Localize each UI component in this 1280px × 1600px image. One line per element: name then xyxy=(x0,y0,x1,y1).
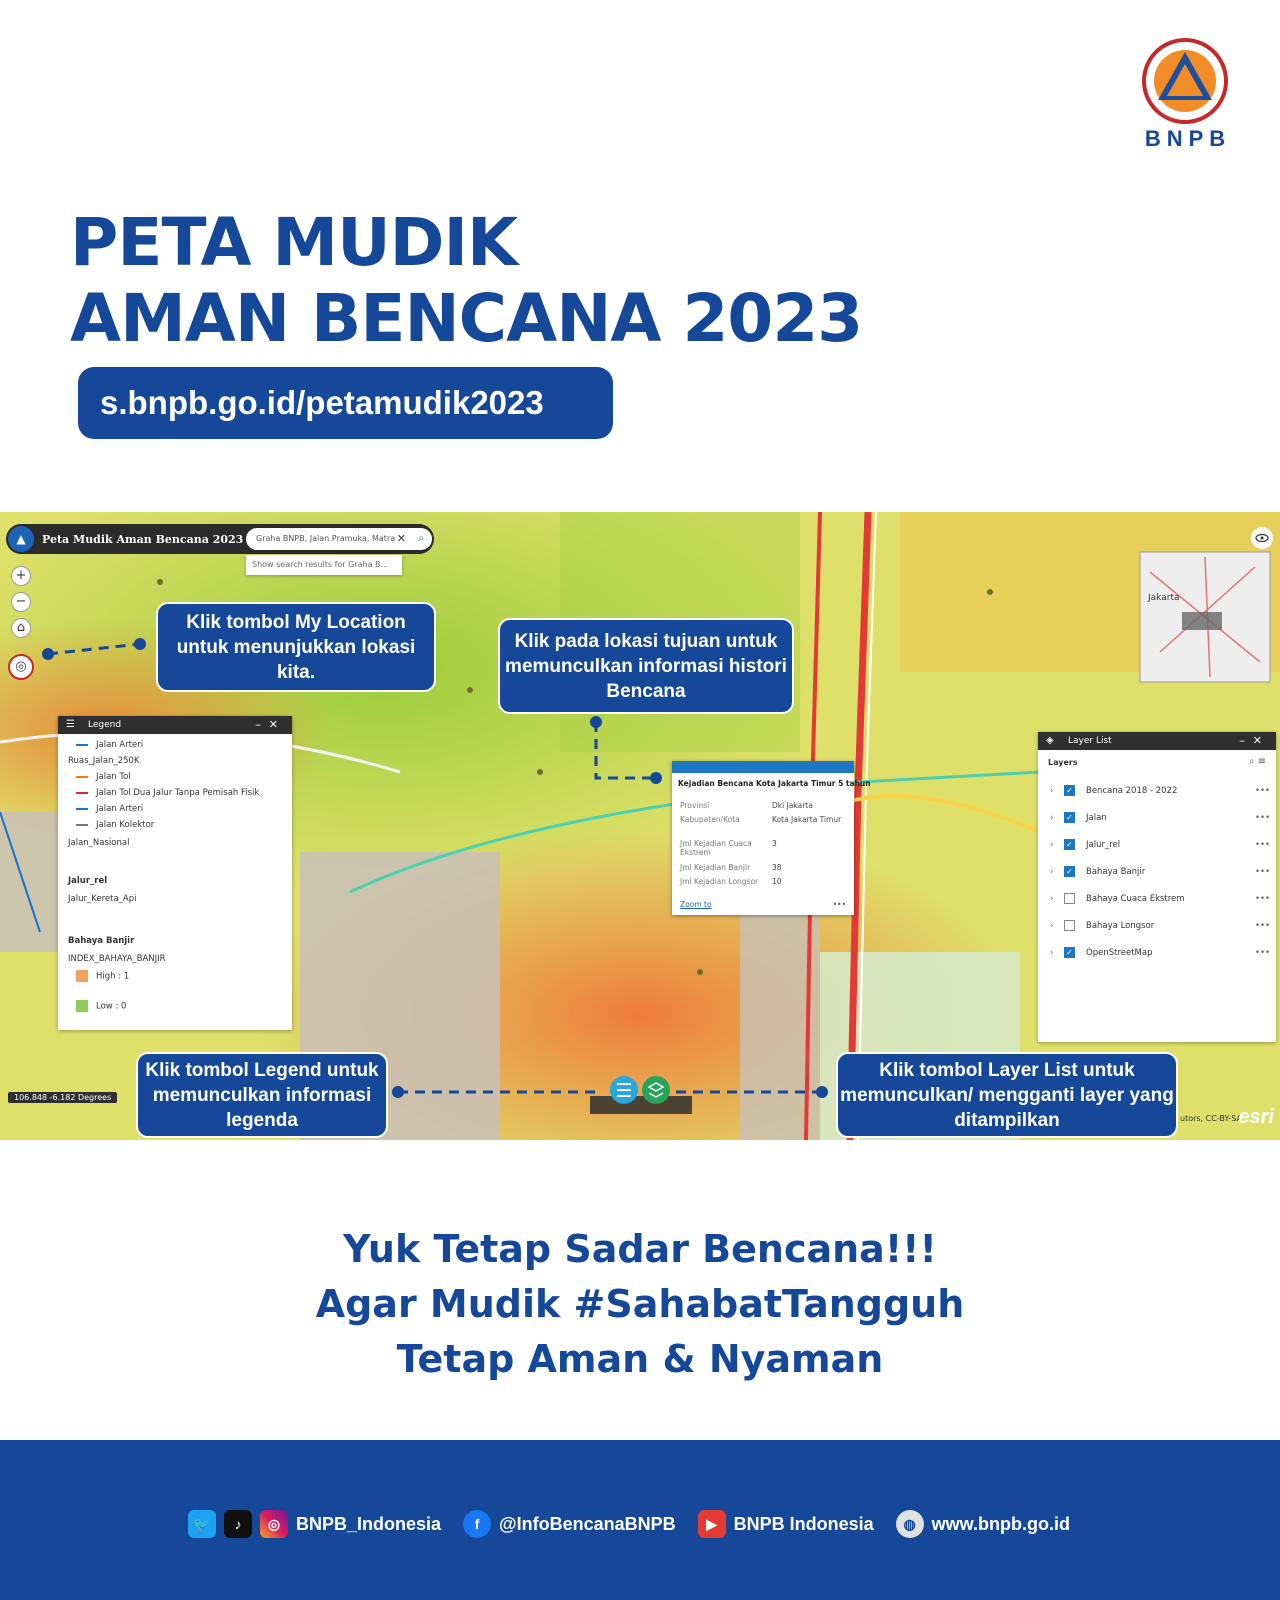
legend-swatch xyxy=(76,1000,88,1012)
layer-list-header xyxy=(1038,732,1276,750)
legend-row xyxy=(68,936,134,946)
layer-name: Bahaya Cuaca Ekstrem xyxy=(1086,894,1185,904)
callout-my-location: Klik tombol My Location untuk menunjukkan lokasi kita. xyxy=(156,602,436,692)
cta-line-3: Tetap Aman & Nyaman xyxy=(396,1337,884,1381)
layer-name: Jalan xyxy=(1086,813,1107,823)
layer-options-icon[interactable]: ••• xyxy=(1254,921,1270,931)
home-button[interactable]: ⌂ xyxy=(11,618,31,638)
legend-row-label: Bahaya Banjir xyxy=(68,936,135,946)
layer-checkbox[interactable] xyxy=(1064,893,1075,904)
legend-row-label: INDEX_BAHAYA_BANJIR xyxy=(68,954,166,964)
legend-panel-header xyxy=(58,716,292,734)
title-line-1: PETA MUDIK xyxy=(70,204,518,281)
page-title xyxy=(70,205,862,357)
map-label-jakarta: Jakarta xyxy=(1148,593,1180,603)
cta-line-1: Yuk Tetap Sadar Bencana!!! xyxy=(343,1227,937,1271)
layer-options-icon[interactable]: ••• xyxy=(1254,867,1270,877)
layer-list-toggle-icon xyxy=(642,1076,670,1104)
website-link[interactable]: www.bnpb.go.id xyxy=(931,1513,1070,1534)
zoom-to-link[interactable]: Zoom to xyxy=(680,900,712,909)
legend-row-label: Jalan Kolektor xyxy=(96,820,155,830)
popup-field-value: Dki Jakarta xyxy=(772,801,813,810)
legend-row-label: Jalan Arteri xyxy=(96,804,144,814)
popup-field-label: Kabupaten/Kota xyxy=(680,815,740,824)
facebook-icon[interactable]: f xyxy=(463,1510,491,1538)
layers-section-label: Layers xyxy=(1048,758,1078,767)
layer-checkbox[interactable]: ✓ xyxy=(1064,812,1075,823)
layer-name: Bahaya Longsor xyxy=(1086,921,1155,931)
layers-icon: ◈ xyxy=(1046,735,1054,746)
expand-icon[interactable]: › xyxy=(1050,867,1054,877)
esri-logo: esri xyxy=(1238,1106,1274,1128)
layer-checkbox[interactable]: ✓ xyxy=(1064,947,1075,958)
panel-controls[interactable]: –✕ xyxy=(255,718,286,731)
layer-options-icon[interactable]: ••• xyxy=(1254,948,1270,958)
callout-legend: Klik tombol Legend untuk memunculkan informasi legenda xyxy=(136,1052,388,1138)
layer-filter-icon[interactable]: ⌕ ≡ xyxy=(1248,756,1266,767)
expand-icon[interactable]: › xyxy=(1050,894,1054,904)
logo-text: BNPB xyxy=(1144,126,1232,151)
title-line-2: AMAN BENCANA 2023 xyxy=(70,280,863,357)
legend-swatch xyxy=(76,808,88,810)
panel-controls[interactable]: –✕ xyxy=(1239,734,1270,747)
legend-row-label: Jalan Tol xyxy=(96,772,131,782)
popup-header-bar xyxy=(672,761,854,773)
popup-title: Kejadian Bencana Kota Jakarta Timur 5 tahun xyxy=(678,779,871,788)
list-icon: ☰ xyxy=(66,719,75,730)
legend-row xyxy=(76,740,143,750)
layer-options-icon[interactable]: ••• xyxy=(1254,840,1270,850)
legend-row xyxy=(68,838,129,848)
layer-name: Bencana 2018 - 2022 xyxy=(1086,786,1178,796)
info-popup xyxy=(672,761,871,915)
layer-options-icon[interactable]: ••• xyxy=(1254,813,1270,823)
instagram-icon[interactable]: ◎ xyxy=(260,1510,288,1538)
popup-field-label: Jml Kejadian Cuaca Ekstrem xyxy=(680,839,752,857)
search-value: Graha BNPB, Jalan Pramuka, Matra xyxy=(256,534,396,543)
callout-destination: Klik pada lokasi tujuan untuk memunculkan informasi histori Bencana xyxy=(498,618,794,714)
more-options-icon[interactable]: ••• xyxy=(832,900,846,909)
footer xyxy=(0,1440,1280,1600)
expand-icon[interactable]: › xyxy=(1050,840,1054,850)
clear-search-icon[interactable]: ✕ xyxy=(396,532,406,545)
bnpb-emblem-icon xyxy=(1142,38,1228,124)
cta-line-2: Agar Mudik #SahabatTangguh xyxy=(315,1282,965,1326)
map-attribution: utors, CC-BY-SA xyxy=(1180,1114,1242,1123)
legend-swatch xyxy=(76,970,88,982)
legend-row xyxy=(68,756,140,766)
youtube-handle[interactable]: BNPB Indonesia xyxy=(733,1513,874,1534)
legend-row xyxy=(68,894,137,904)
youtube-icon[interactable]: ▶ xyxy=(698,1510,726,1538)
legend-swatch xyxy=(76,776,88,778)
instagram-handle[interactable]: BNPB_Indonesia xyxy=(296,1513,442,1534)
coordinates-readout: 106.848 -6.182 Degrees xyxy=(8,1092,117,1103)
facebook-handle[interactable]: @InfoBencanaBNPB xyxy=(499,1513,676,1534)
layer-checkbox[interactable]: ✓ xyxy=(1064,785,1075,796)
legend-title: Legend xyxy=(88,720,122,730)
call-to-action xyxy=(0,1222,1280,1387)
layer-checkbox[interactable] xyxy=(1064,920,1075,931)
legend-row xyxy=(76,804,143,814)
legend-row-label: Low : 0 xyxy=(96,1001,127,1012)
zoom-in-button[interactable]: + xyxy=(11,566,31,586)
legend-row xyxy=(76,820,154,830)
popup-field-label: Jml Kejadian Longsor xyxy=(680,877,759,886)
legend-row xyxy=(68,954,166,964)
legend-row xyxy=(68,876,107,886)
layer-list-panel xyxy=(1038,732,1276,1042)
tiktok-icon[interactable]: ♪ xyxy=(224,1510,252,1538)
expand-icon[interactable]: › xyxy=(1050,786,1054,796)
legend-row-label: Jalan Arteri xyxy=(96,740,144,750)
popup-field-value: 10 xyxy=(772,877,782,886)
popup-field-value: 3 xyxy=(772,839,777,848)
legend-swatch xyxy=(76,824,88,826)
map-screenshot[interactable] xyxy=(0,512,1280,1140)
layer-options-icon[interactable]: ••• xyxy=(1254,786,1270,796)
layer-name: Bahaya Banjir xyxy=(1086,867,1146,877)
layer-name: OpenStreetMap xyxy=(1086,948,1153,958)
callout-layer-list: Klik tombol Layer List untuk memunculkan/ mengganti layer yang ditampilkan xyxy=(836,1052,1178,1138)
popup-field-label: Provinsi xyxy=(680,801,710,810)
legend-swatch xyxy=(76,744,88,746)
legend-row xyxy=(76,970,129,982)
app-logo-icon: ▲ xyxy=(8,526,34,552)
search-icon[interactable]: ⌕ xyxy=(418,533,424,544)
app-header xyxy=(6,524,434,554)
social-links xyxy=(0,1510,1280,1538)
expand-icon[interactable]: › xyxy=(1050,948,1054,958)
legend-row xyxy=(76,788,259,798)
legend-row xyxy=(76,772,131,782)
search-suggestion[interactable]: Show search results for Graha B... xyxy=(246,555,402,575)
zoom-out-button[interactable]: − xyxy=(11,592,31,612)
layer-list-title: Layer List xyxy=(1068,736,1112,746)
legend-row-label: Ruas_Jalan_250K xyxy=(68,756,140,766)
layer-checkbox[interactable]: ✓ xyxy=(1064,839,1075,850)
legend-row-label: Jalan Tol Dua Jalur Tanpa Pemisah Fisik xyxy=(96,788,260,798)
popup-field-label: Jml Kejadian Banjir xyxy=(680,863,751,872)
legend-row-label: High : 1 xyxy=(96,971,130,982)
search-input[interactable] xyxy=(246,528,432,550)
expand-icon[interactable]: › xyxy=(1050,813,1054,823)
legend-row-label: Jalur_rel xyxy=(68,876,108,886)
url-link[interactable]: s.bnpb.go.id/petamudik2023 xyxy=(78,367,613,439)
layer-name: Jalur_rel xyxy=(1086,840,1121,850)
layer-checkbox[interactable]: ✓ xyxy=(1064,866,1075,877)
expand-icon[interactable]: › xyxy=(1050,921,1054,931)
legend-row-label: Jalan_Nasional xyxy=(68,838,130,848)
popup-field-value: 38 xyxy=(772,863,782,872)
my-location-button[interactable]: ◎ xyxy=(8,654,34,680)
popup-field-value: Kota Jakarta Timur xyxy=(772,815,842,824)
legend-row xyxy=(76,1000,126,1012)
app-title: Peta Mudik Aman Bencana 2023 xyxy=(42,532,244,546)
globe-icon[interactable]: ◍ xyxy=(896,1510,924,1538)
twitter-icon[interactable]: 🐦 xyxy=(188,1510,216,1538)
layer-options-icon[interactable]: ••• xyxy=(1254,894,1270,904)
legend-panel xyxy=(58,716,292,1030)
legend-swatch xyxy=(76,792,88,794)
bnpb-logo xyxy=(1138,38,1232,152)
legend-row-label: Jalur_Kereta_Api xyxy=(68,894,137,904)
